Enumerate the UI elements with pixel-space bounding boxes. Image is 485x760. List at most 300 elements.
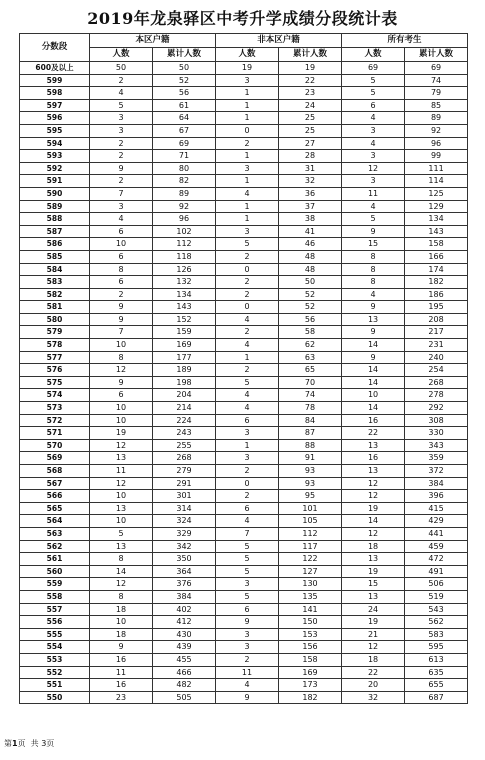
value-cell: 117	[279, 540, 342, 553]
value-cell: 3	[216, 641, 279, 654]
value-cell: 20	[342, 679, 405, 692]
table-row	[20, 477, 468, 490]
score-cell: 572	[20, 414, 90, 427]
value-cell: 3	[216, 452, 279, 465]
value-cell: 2	[216, 326, 279, 339]
table-row	[20, 62, 468, 75]
value-cell: 13	[342, 439, 405, 452]
value-cell: 21	[342, 628, 405, 641]
value-cell: 10	[90, 616, 153, 629]
value-cell: 4	[342, 137, 405, 150]
value-cell: 169	[279, 666, 342, 679]
value-cell: 36	[279, 187, 342, 200]
value-cell: 80	[153, 162, 216, 175]
value-cell: 0	[216, 477, 279, 490]
value-cell: 6	[216, 414, 279, 427]
value-cell: 4	[342, 288, 405, 301]
value-cell: 519	[405, 590, 468, 603]
value-cell: 2	[216, 465, 279, 478]
score-cell: 563	[20, 527, 90, 540]
value-cell: 5	[90, 99, 153, 112]
value-cell: 159	[153, 326, 216, 339]
score-cell: 593	[20, 150, 90, 163]
value-cell: 11	[342, 187, 405, 200]
page-number: 1	[12, 739, 18, 748]
value-cell: 3	[216, 578, 279, 591]
value-cell: 12	[90, 439, 153, 452]
value-cell: 70	[279, 376, 342, 389]
value-cell: 114	[405, 175, 468, 188]
value-cell: 177	[153, 351, 216, 364]
value-cell: 13	[342, 553, 405, 566]
value-cell: 10	[90, 339, 153, 352]
count-header: 人数	[90, 48, 153, 62]
value-cell: 3	[342, 124, 405, 137]
value-cell: 2	[216, 653, 279, 666]
value-cell: 364	[153, 565, 216, 578]
value-cell: 613	[405, 653, 468, 666]
value-cell: 543	[405, 603, 468, 616]
value-cell: 314	[153, 502, 216, 515]
value-cell: 16	[342, 414, 405, 427]
value-cell: 2	[216, 250, 279, 263]
table-row	[20, 515, 468, 528]
table-row	[20, 200, 468, 213]
value-cell: 50	[90, 62, 153, 75]
value-cell: 134	[405, 213, 468, 226]
score-cell: 575	[20, 376, 90, 389]
value-cell: 4	[216, 187, 279, 200]
value-cell: 1	[216, 439, 279, 452]
value-cell: 3	[216, 628, 279, 641]
table-row	[20, 565, 468, 578]
score-cell: 587	[20, 225, 90, 238]
value-cell: 7	[90, 187, 153, 200]
value-cell: 466	[153, 666, 216, 679]
table-row	[20, 74, 468, 87]
value-cell: 31	[279, 162, 342, 175]
score-cell: 597	[20, 99, 90, 112]
value-cell: 52	[279, 288, 342, 301]
value-cell: 9	[90, 313, 153, 326]
table-row	[20, 175, 468, 188]
value-cell: 429	[405, 515, 468, 528]
value-cell: 153	[279, 628, 342, 641]
score-cell: 578	[20, 339, 90, 352]
value-cell: 3	[216, 427, 279, 440]
score-cell: 588	[20, 213, 90, 226]
value-cell: 89	[153, 187, 216, 200]
value-cell: 472	[405, 553, 468, 566]
value-cell: 4	[216, 402, 279, 415]
value-cell: 18	[342, 540, 405, 553]
value-cell: 396	[405, 490, 468, 503]
score-cell: 577	[20, 351, 90, 364]
value-cell: 48	[279, 250, 342, 263]
value-cell: 19	[216, 62, 279, 75]
value-cell: 9	[90, 162, 153, 175]
value-cell: 1	[216, 87, 279, 100]
value-cell: 182	[279, 691, 342, 704]
cumulative-header: 累计人数	[153, 48, 216, 62]
score-cell: 559	[20, 578, 90, 591]
table-row	[20, 590, 468, 603]
score-cell: 566	[20, 490, 90, 503]
value-cell: 82	[153, 175, 216, 188]
value-cell: 56	[153, 87, 216, 100]
value-cell: 268	[153, 452, 216, 465]
value-cell: 69	[342, 62, 405, 75]
value-cell: 19	[342, 616, 405, 629]
table-row	[20, 452, 468, 465]
value-cell: 130	[279, 578, 342, 591]
value-cell: 231	[405, 339, 468, 352]
value-cell: 19	[279, 62, 342, 75]
value-cell: 402	[153, 603, 216, 616]
value-cell: 52	[279, 301, 342, 314]
table-row	[20, 326, 468, 339]
nonlocal-group-header: 非本区户籍	[216, 34, 342, 48]
value-cell: 93	[279, 465, 342, 478]
page-total: 共 3页	[30, 739, 55, 748]
score-cell: 554	[20, 641, 90, 654]
value-cell: 58	[279, 326, 342, 339]
value-cell: 141	[279, 603, 342, 616]
score-cell: 598	[20, 87, 90, 100]
score-table	[19, 33, 468, 704]
score-cell: 586	[20, 238, 90, 251]
value-cell: 4	[216, 515, 279, 528]
score-cell: 568	[20, 465, 90, 478]
value-cell: 2	[216, 288, 279, 301]
value-cell: 52	[153, 74, 216, 87]
value-cell: 50	[153, 62, 216, 75]
value-cell: 0	[216, 263, 279, 276]
value-cell: 129	[405, 200, 468, 213]
value-cell: 5	[342, 213, 405, 226]
value-cell: 132	[153, 276, 216, 289]
value-cell: 127	[279, 565, 342, 578]
value-cell: 9	[342, 326, 405, 339]
value-cell: 5	[216, 376, 279, 389]
value-cell: 13	[90, 502, 153, 515]
count-header: 人数	[342, 48, 405, 62]
value-cell: 32	[342, 691, 405, 704]
value-cell: 7	[90, 326, 153, 339]
value-cell: 268	[405, 376, 468, 389]
value-cell: 14	[342, 402, 405, 415]
value-cell: 10	[90, 515, 153, 528]
value-cell: 69	[153, 137, 216, 150]
value-cell: 101	[279, 502, 342, 515]
value-cell: 4	[216, 679, 279, 692]
value-cell: 13	[342, 465, 405, 478]
value-cell: 79	[405, 87, 468, 100]
score-cell: 576	[20, 364, 90, 377]
value-cell: 292	[405, 402, 468, 415]
value-cell: 14	[342, 339, 405, 352]
value-cell: 9	[216, 691, 279, 704]
value-cell: 2	[216, 276, 279, 289]
cumulative-header: 累计人数	[279, 48, 342, 62]
value-cell: 5	[216, 238, 279, 251]
value-cell: 491	[405, 565, 468, 578]
table-row	[20, 628, 468, 641]
value-cell: 412	[153, 616, 216, 629]
value-cell: 9	[90, 641, 153, 654]
table-row	[20, 364, 468, 377]
value-cell: 56	[279, 313, 342, 326]
value-cell: 18	[342, 653, 405, 666]
table-row	[20, 402, 468, 415]
value-cell: 23	[90, 691, 153, 704]
value-cell: 324	[153, 515, 216, 528]
value-cell: 19	[342, 502, 405, 515]
value-cell: 384	[153, 590, 216, 603]
table-row	[20, 313, 468, 326]
value-cell: 12	[90, 578, 153, 591]
value-cell: 562	[405, 616, 468, 629]
score-cell: 569	[20, 452, 90, 465]
score-cell: 561	[20, 553, 90, 566]
table-row	[20, 288, 468, 301]
value-cell: 1	[216, 175, 279, 188]
value-cell: 5	[216, 540, 279, 553]
value-cell: 5	[216, 590, 279, 603]
value-cell: 126	[153, 263, 216, 276]
value-cell: 111	[405, 162, 468, 175]
score-cell: 564	[20, 515, 90, 528]
value-cell: 89	[405, 112, 468, 125]
table-row	[20, 691, 468, 704]
value-cell: 22	[342, 666, 405, 679]
value-cell: 99	[405, 150, 468, 163]
value-cell: 135	[279, 590, 342, 603]
value-cell: 278	[405, 389, 468, 402]
value-cell: 3	[216, 225, 279, 238]
table-row	[20, 351, 468, 364]
table-row	[20, 187, 468, 200]
value-cell: 78	[279, 402, 342, 415]
value-cell: 143	[405, 225, 468, 238]
value-cell: 158	[405, 238, 468, 251]
value-cell: 13	[90, 540, 153, 553]
value-cell: 1	[216, 99, 279, 112]
page-prefix: 第	[4, 739, 12, 748]
table-row	[20, 641, 468, 654]
value-cell: 2	[216, 364, 279, 377]
value-cell: 10	[90, 414, 153, 427]
table-row	[20, 150, 468, 163]
page-footer	[4, 738, 54, 749]
table-row	[20, 213, 468, 226]
table-row	[20, 301, 468, 314]
value-cell: 8	[342, 263, 405, 276]
value-cell: 158	[279, 653, 342, 666]
score-cell: 573	[20, 402, 90, 415]
value-cell: 2	[90, 150, 153, 163]
value-cell: 25	[279, 112, 342, 125]
value-cell: 6	[90, 250, 153, 263]
value-cell: 655	[405, 679, 468, 692]
value-cell: 92	[405, 124, 468, 137]
value-cell: 85	[405, 99, 468, 112]
score-cell: 560	[20, 565, 90, 578]
value-cell: 1	[216, 112, 279, 125]
value-cell: 343	[405, 439, 468, 452]
score-cell: 570	[20, 439, 90, 452]
table-row	[20, 339, 468, 352]
value-cell: 482	[153, 679, 216, 692]
value-cell: 1	[216, 150, 279, 163]
value-cell: 4	[342, 200, 405, 213]
value-cell: 208	[405, 313, 468, 326]
value-cell: 204	[153, 389, 216, 402]
value-cell: 4	[216, 313, 279, 326]
table-row	[20, 263, 468, 276]
value-cell: 32	[279, 175, 342, 188]
value-cell: 2	[216, 137, 279, 150]
table-row	[20, 540, 468, 553]
value-cell: 16	[90, 679, 153, 692]
value-cell: 1	[216, 200, 279, 213]
value-cell: 88	[279, 439, 342, 452]
value-cell: 7	[216, 527, 279, 540]
value-cell: 6	[90, 276, 153, 289]
value-cell: 174	[405, 263, 468, 276]
value-cell: 41	[279, 225, 342, 238]
score-cell: 567	[20, 477, 90, 490]
value-cell: 243	[153, 427, 216, 440]
value-cell: 6	[90, 225, 153, 238]
table-row	[20, 603, 468, 616]
score-cell: 555	[20, 628, 90, 641]
value-cell: 95	[279, 490, 342, 503]
page-suffix: 页	[17, 739, 26, 748]
score-cell: 584	[20, 263, 90, 276]
value-cell: 254	[405, 364, 468, 377]
table-row	[20, 124, 468, 137]
value-cell: 11	[216, 666, 279, 679]
value-cell: 12	[90, 477, 153, 490]
value-cell: 4	[342, 112, 405, 125]
value-cell: 74	[405, 74, 468, 87]
score-cell: 583	[20, 276, 90, 289]
value-cell: 329	[153, 527, 216, 540]
value-cell: 143	[153, 301, 216, 314]
table-row	[20, 616, 468, 629]
value-cell: 5	[342, 74, 405, 87]
value-cell: 166	[405, 250, 468, 263]
score-cell: 581	[20, 301, 90, 314]
value-cell: 359	[405, 452, 468, 465]
score-cell: 550	[20, 691, 90, 704]
value-cell: 186	[405, 288, 468, 301]
score-cell: 553	[20, 653, 90, 666]
value-cell: 11	[90, 465, 153, 478]
score-cell: 580	[20, 313, 90, 326]
score-cell: 579	[20, 326, 90, 339]
score-cell: 562	[20, 540, 90, 553]
value-cell: 376	[153, 578, 216, 591]
value-cell: 96	[153, 213, 216, 226]
value-cell: 63	[279, 351, 342, 364]
value-cell: 62	[279, 339, 342, 352]
value-cell: 308	[405, 414, 468, 427]
table-row	[20, 439, 468, 452]
value-cell: 46	[279, 238, 342, 251]
table-row	[20, 87, 468, 100]
table-row	[20, 490, 468, 503]
value-cell: 9	[342, 301, 405, 314]
value-cell: 22	[342, 427, 405, 440]
value-cell: 10	[90, 238, 153, 251]
score-cell: 590	[20, 187, 90, 200]
value-cell: 12	[342, 641, 405, 654]
value-cell: 150	[279, 616, 342, 629]
value-cell: 64	[153, 112, 216, 125]
value-cell: 71	[153, 150, 216, 163]
table-row	[20, 427, 468, 440]
value-cell: 18	[90, 603, 153, 616]
value-cell: 9	[342, 351, 405, 364]
value-cell: 16	[90, 653, 153, 666]
value-cell: 350	[153, 553, 216, 566]
score-column-header: 分数段	[20, 34, 90, 62]
table-row	[20, 112, 468, 125]
value-cell: 10	[90, 402, 153, 415]
value-cell: 173	[279, 679, 342, 692]
value-cell: 28	[279, 150, 342, 163]
value-cell: 12	[90, 364, 153, 377]
value-cell: 16	[342, 452, 405, 465]
score-cell: 558	[20, 590, 90, 603]
value-cell: 10	[342, 389, 405, 402]
value-cell: 112	[279, 527, 342, 540]
value-cell: 3	[216, 162, 279, 175]
value-cell: 96	[405, 137, 468, 150]
value-cell: 24	[279, 99, 342, 112]
value-cell: 25	[279, 124, 342, 137]
value-cell: 441	[405, 527, 468, 540]
value-cell: 455	[153, 653, 216, 666]
score-cell: 592	[20, 162, 90, 175]
value-cell: 224	[153, 414, 216, 427]
value-cell: 152	[153, 313, 216, 326]
table-row	[20, 276, 468, 289]
value-cell: 198	[153, 376, 216, 389]
value-cell: 8	[90, 590, 153, 603]
value-cell: 330	[405, 427, 468, 440]
value-cell: 6	[216, 603, 279, 616]
value-cell: 595	[405, 641, 468, 654]
value-cell: 11	[90, 666, 153, 679]
value-cell: 439	[153, 641, 216, 654]
value-cell: 2	[90, 175, 153, 188]
value-cell: 6	[90, 389, 153, 402]
value-cell: 15	[342, 238, 405, 251]
value-cell: 5	[216, 565, 279, 578]
table-row	[20, 162, 468, 175]
value-cell: 342	[153, 540, 216, 553]
value-cell: 279	[153, 465, 216, 478]
value-cell: 583	[405, 628, 468, 641]
value-cell: 67	[153, 124, 216, 137]
value-cell: 22	[279, 74, 342, 87]
value-cell: 8	[90, 553, 153, 566]
value-cell: 6	[342, 99, 405, 112]
value-cell: 8	[90, 263, 153, 276]
